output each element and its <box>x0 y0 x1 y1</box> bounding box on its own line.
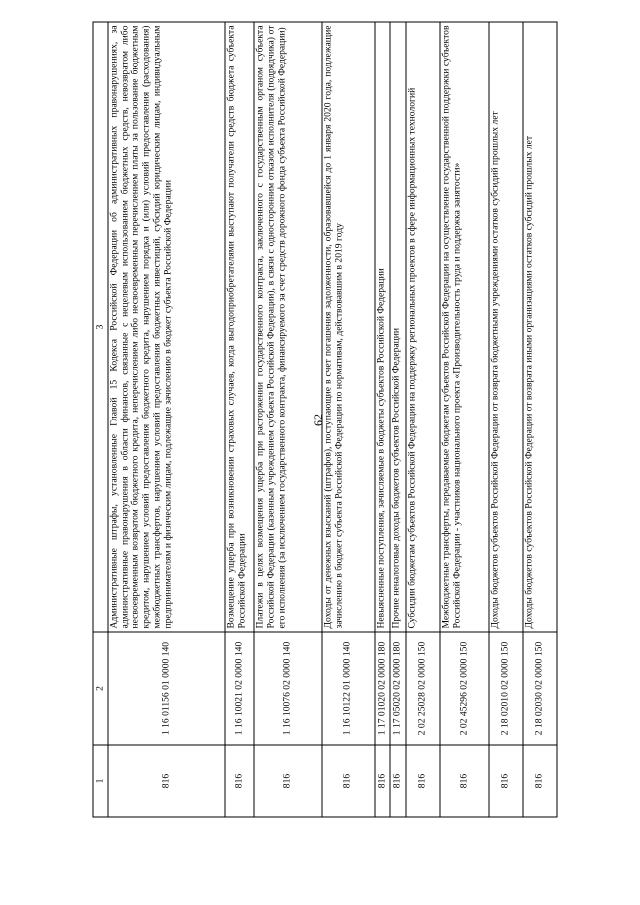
admin-code-cell: 816 <box>489 745 523 817</box>
budget-code-cell: 1 16 10076 02 0000 140 <box>254 632 322 745</box>
budget-code-cell: 2 18 02030 02 0000 150 <box>523 632 557 745</box>
budget-code-cell: 1 17 01020 02 0000 180 <box>375 632 391 745</box>
page-number: 62 <box>311 414 325 426</box>
header-col-3: 3 <box>93 22 108 632</box>
table-row <box>523 22 557 817</box>
table-row <box>390 22 406 817</box>
budget-code-cell: 1 16 01156 01 0000 140 <box>108 632 225 745</box>
budget-codes-table <box>93 22 558 818</box>
table-row <box>254 22 322 817</box>
description-cell: Субсидии бюджетам субъектов Российской Федерации на поддержку региональных проектов в сфере информационных технологий <box>406 22 440 632</box>
budget-code-cell: 1 16 10122 01 0000 140 <box>322 632 375 745</box>
admin-code-cell: 816 <box>440 745 490 817</box>
description-cell: Межбюджетные трансферты, передаваемые бюджетам субъектов Российской Федерации на осуществление государственной поддержки субъектов Российской Федерации - участников национального проекта «Производительность труда и поддержка занятости» <box>440 22 490 632</box>
budget-code-cell: 2 02 25028 02 0000 150 <box>406 632 440 745</box>
description-cell: Административные штрафы, установленные Главой 15 Кодекса Российской Федерации об административных правонарушениях, за административные правонарушения в области финансов, связанные с нецелевым использованием бюджетных средств, невозвратом либо несвоевременным возвратом бюджетного кредита, неперечислением либо несвоевременным перечислением платы за пользование бюджетным кредитом, нарушением условий предоставления бюджетного кредита, нарушением порядка и (или) условий предоставления (расходования) межбюджетных трансфертов, нарушением условий предоставления бюджетных инвестиций, субсидий юридическим лицам, индивидуальным предпринимателям и физическим лицам, подлежащие зачислению в бюджет субъекта Российской Федерации <box>108 22 225 632</box>
admin-code-cell: 816 <box>254 745 322 817</box>
description-cell: Платежи в целях возмещения ущерба при расторжении государственного контракта, заключенного с государственным органом субъекта Российской Федерации (казенным учреждением субъекта Российской Федерации), в связи с односторонним отказом исполнителя (подрядчика) от его исполнения (за исключением государственного контракта, финансируемого за счет средств дорожного фонда субъекта Российской Федерации) <box>254 22 322 632</box>
header-col-2: 2 <box>93 632 108 745</box>
admin-code-cell: 816 <box>322 745 375 817</box>
admin-code-cell: 816 <box>375 745 391 817</box>
table-header-row <box>93 22 108 817</box>
description-cell: Прочие неналоговые доходы бюджетов субъектов Российской Федерации <box>390 22 406 632</box>
rotated-table-container <box>93 23 558 818</box>
table-row <box>225 22 254 817</box>
budget-code-cell: 1 17 05020 02 0000 180 <box>390 632 406 745</box>
description-cell: Возмещение ущерба при возникновении страховых случаев, когда выгодоприобретателями выступают получатели средств бюджета субъекта Российской Федерации <box>225 22 254 632</box>
header-col-1: 1 <box>93 745 108 817</box>
admin-code-cell: 816 <box>523 745 557 817</box>
table-row <box>440 22 490 817</box>
table-row <box>489 22 523 817</box>
description-cell: Доходы бюджетов субъектов Российской Федерации от возврата иными организациями остатков субсидий прошлых лет <box>523 22 557 632</box>
admin-code-cell: 816 <box>406 745 440 817</box>
description-cell: Доходы бюджетов субъектов Российской Федерации от возврата бюджетными учреждениями остатков субсидий прошлых лет <box>489 22 523 632</box>
table-row <box>322 22 375 817</box>
description-cell: Доходы от денежных взысканий (штрафов), поступающие в счет погашения задолженности, образовавшейся до 1 января 2020 года, подлежащие зачислению в бюджет субъекта Российской Федерации по нормативам, действовавшим в 2019 году <box>322 22 375 632</box>
admin-code-cell: 816 <box>108 745 225 817</box>
admin-code-cell: 816 <box>225 745 254 817</box>
budget-code-cell: 2 02 45296 02 0000 150 <box>440 632 490 745</box>
table-row <box>406 22 440 817</box>
description-cell: Невыясненные поступления, зачисляемые в бюджеты субъектов Российской Федерации <box>375 22 391 632</box>
budget-code-cell: 2 18 02010 02 0000 150 <box>489 632 523 745</box>
table-row <box>108 22 225 817</box>
budget-code-cell: 1 16 10021 02 0000 140 <box>225 632 254 745</box>
table-row <box>375 22 391 817</box>
admin-code-cell: 816 <box>390 745 406 817</box>
